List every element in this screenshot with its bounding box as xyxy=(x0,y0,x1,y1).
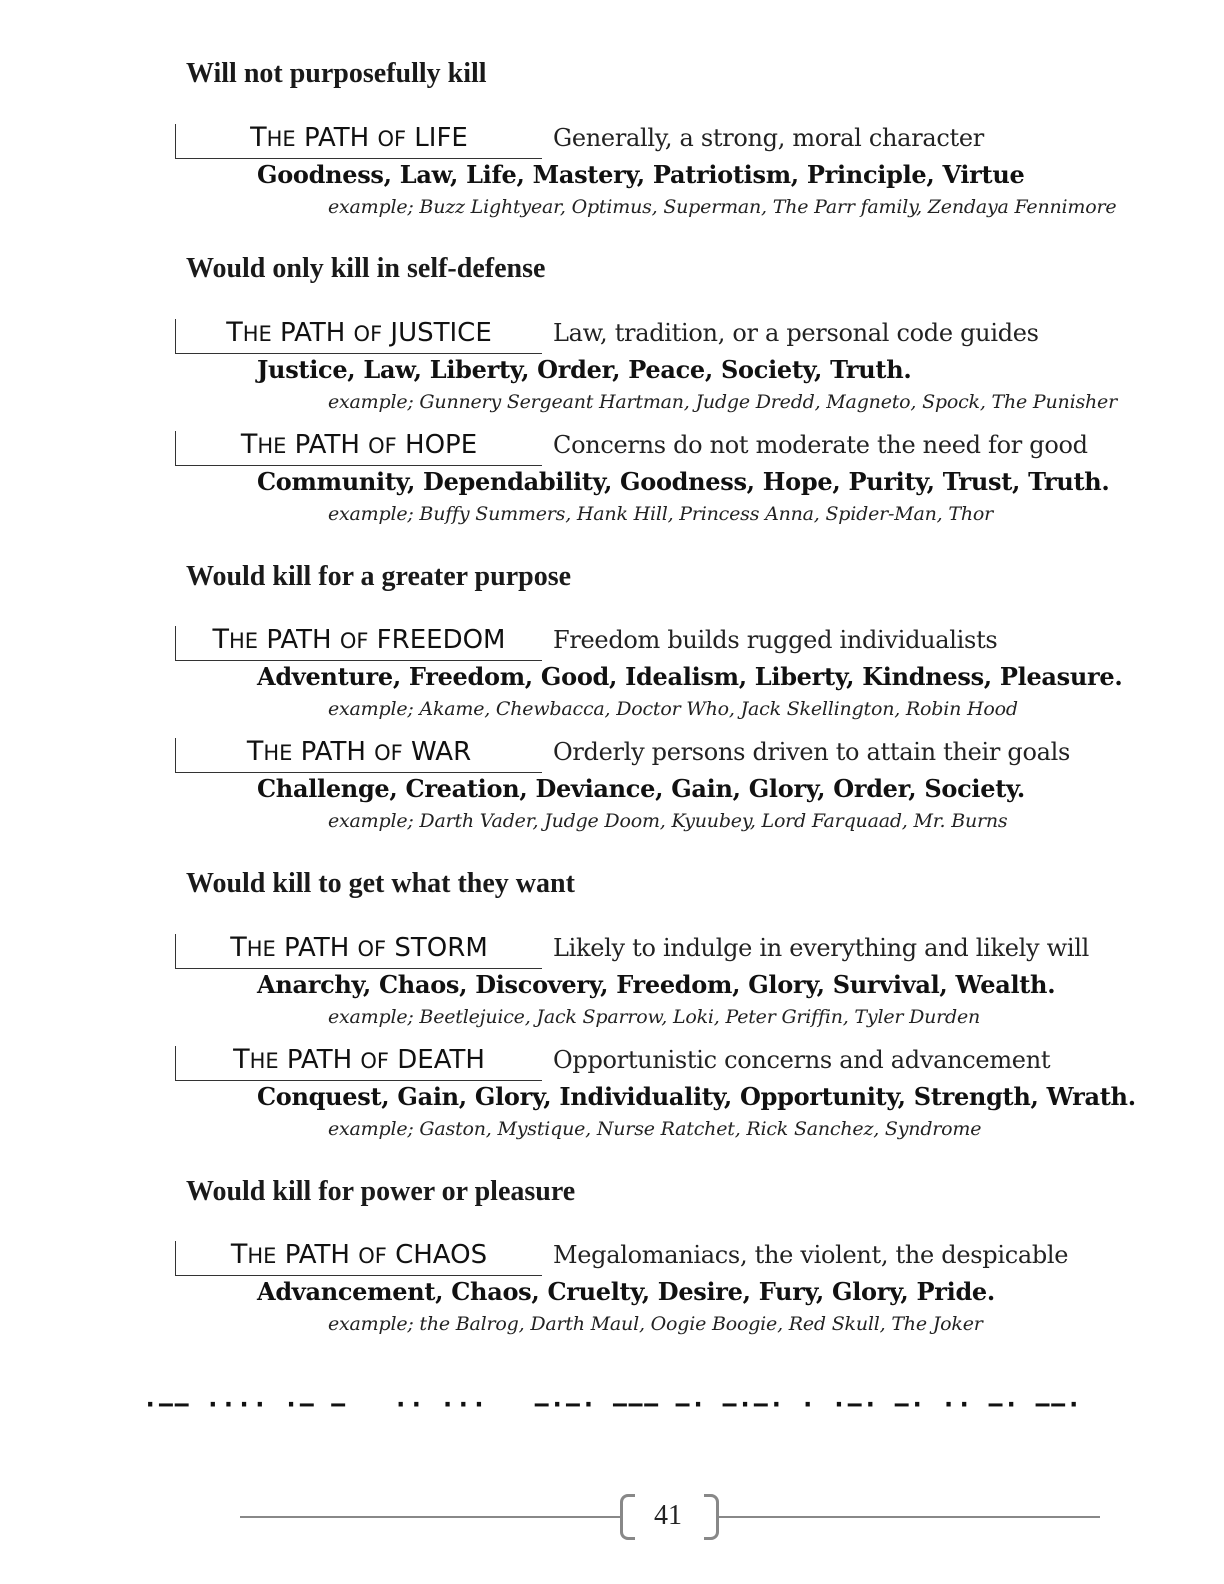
path-title: THE PATH OF CHAOS xyxy=(230,1239,488,1270)
footer-rule-right xyxy=(716,1516,1100,1518)
path-examples: example; Gunnery Sergeant Hartman, Judge Dredd, Magneto, Spock, The Punisher xyxy=(328,391,1117,413)
path-traits: Anarchy, Chaos, Discovery, Freedom, Glory, Survival, Wealth. xyxy=(257,970,1056,999)
path-title-box xyxy=(175,934,542,969)
path-description: Concerns do not moderate the need for good xyxy=(553,431,1088,459)
path-title: THE PATH OF JUSTICE xyxy=(226,317,492,348)
path-entry-war xyxy=(0,738,1224,848)
section-heading: Would only kill in self-defense xyxy=(186,253,546,284)
section-heading: Will not purposefully kill xyxy=(186,58,487,89)
path-examples: example; the Balrog, Darth Maul, Oogie Boogie, Red Skull, The Joker xyxy=(328,1313,983,1335)
path-title: THE PATH OF HOPE xyxy=(240,429,478,460)
path-entry-chaos xyxy=(0,1241,1224,1351)
path-examples: example; Beetlejuice, Jack Sparrow, Loki, Peter Griffin, Tyler Durden xyxy=(328,1006,981,1028)
path-description: Likely to indulge in everything and likely will xyxy=(553,934,1089,962)
path-traits: Conquest, Gain, Glory, Individuality, Opportunity, Strength, Wrath. xyxy=(257,1082,1136,1111)
path-description: Orderly persons driven to attain their goals xyxy=(553,738,1071,766)
path-title: THE PATH OF DEATH xyxy=(233,1044,485,1075)
section-heading: Would kill for a greater purpose xyxy=(186,561,572,592)
path-title-box xyxy=(175,124,542,159)
path-title-box xyxy=(175,1046,542,1081)
path-title: THE PATH OF STORM xyxy=(230,932,488,963)
path-examples: example; Akame, Chewbacca, Doctor Who, Jack Skellington, Robin Hood xyxy=(328,698,1018,720)
path-traits: Adventure, Freedom, Good, Idealism, Liberty, Kindness, Pleasure. xyxy=(257,662,1123,691)
section-heading: Would kill to get what they want xyxy=(186,868,575,899)
path-title-box xyxy=(175,626,542,661)
path-title-box xyxy=(175,738,542,773)
section-heading: Would kill for power or pleasure xyxy=(186,1176,576,1207)
path-examples: example; Gaston, Mystique, Nurse Ratchet, Rick Sanchez, Syndrome xyxy=(328,1118,982,1140)
path-traits: Goodness, Law, Life, Mastery, Patriotism, Principle, Virtue xyxy=(257,160,1025,189)
path-entry-storm xyxy=(0,934,1224,1044)
path-description: Megalomaniacs, the violent, the despicable xyxy=(553,1241,1069,1269)
path-description: Law, tradition, or a personal code guides xyxy=(553,319,1039,347)
footer-rule-left xyxy=(240,1516,620,1518)
path-examples: example; Buffy Summers, Hank Hill, Princess Anna, Spider-Man, Thor xyxy=(328,503,993,525)
path-description: Freedom builds rugged individualists xyxy=(553,626,998,654)
path-title-box xyxy=(175,319,542,354)
path-traits: Challenge, Creation, Deviance, Gain, Glory, Order, Society. xyxy=(257,774,1025,803)
path-description: Generally, a strong, moral character xyxy=(553,124,984,152)
path-description: Opportunistic concerns and advancement xyxy=(553,1046,1051,1074)
morse-code-line: ·−− ···· ·− − ·· ··· −·−· −−− −· −·−· · ·−· −· ·· −· −−· xyxy=(142,1390,1082,1420)
path-traits: Advancement, Chaos, Cruelty, Desire, Fury, Glory, Pride. xyxy=(257,1277,995,1306)
path-title: THE PATH OF WAR xyxy=(246,736,472,767)
path-traits: Justice, Law, Liberty, Order, Peace, Society, Truth. xyxy=(257,355,912,384)
path-entry-justice xyxy=(0,319,1224,429)
path-title: THE PATH OF FREEDOM xyxy=(212,624,506,655)
path-entry-death xyxy=(0,1046,1224,1156)
path-title-box xyxy=(175,1241,542,1276)
path-examples: example; Darth Vader, Judge Doom, Kyuubey, Lord Farquaad, Mr. Burns xyxy=(328,810,1008,832)
path-title-box xyxy=(175,431,542,466)
path-entry-hope xyxy=(0,431,1224,541)
path-traits: Community, Dependability, Goodness, Hope, Purity, Trust, Truth. xyxy=(257,467,1110,496)
path-title: THE PATH OF LIFE xyxy=(250,122,468,153)
page-number: 41 xyxy=(654,1500,682,1531)
path-entry-freedom xyxy=(0,626,1224,736)
path-examples: example; Buzz Lightyear, Optimus, Superman, The Parr family, Zendaya Fennimore xyxy=(328,196,1117,218)
path-entry-life xyxy=(0,124,1224,234)
